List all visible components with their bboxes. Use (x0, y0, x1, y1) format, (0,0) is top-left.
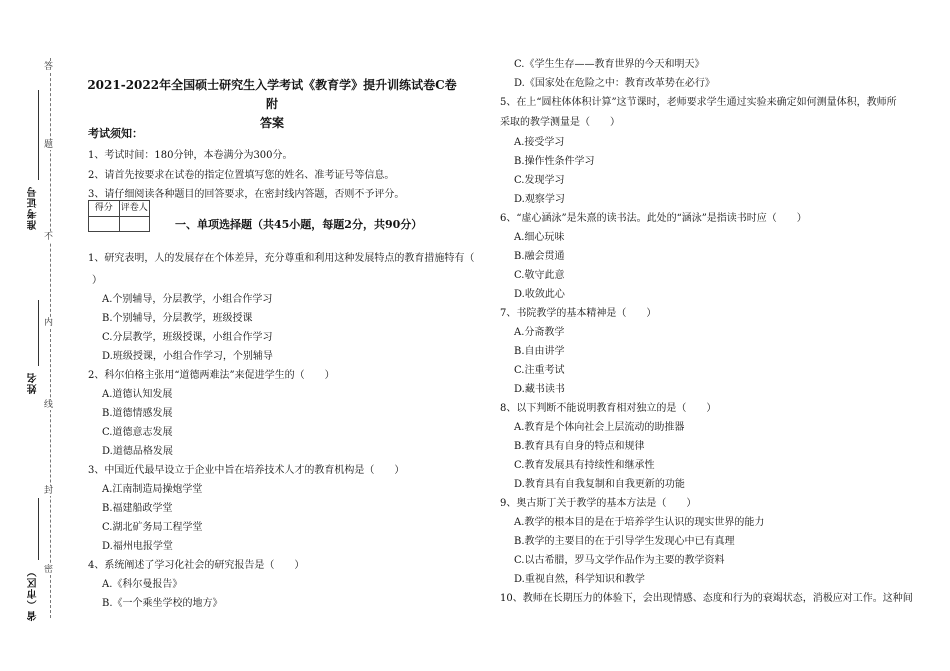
answer-option[interactable]: C.发现学习 (514, 175, 565, 186)
answer-option[interactable]: A.《科尔曼报告》 (102, 579, 183, 590)
question-stem: 7、书院教学的基本精神是（ ） (500, 308, 657, 319)
answer-option[interactable]: C.《学生生存——教育世界的今天和明天》 (514, 59, 705, 70)
answer-option[interactable]: A.教学的根本目的是在于培养学生认识的现实世界的能力 (514, 517, 765, 528)
notice-item: 2、请首先按要求在试卷的指定位置填写您的姓名、准考证号等信息。 (88, 170, 395, 181)
margin-mark: 答 (44, 62, 54, 72)
question-stem: 2、科尔伯格主张用“道德两难法”来促进学生的（ ） (88, 370, 335, 381)
question-stem: 1、研究表明，人的发展存在个体差异，充分尊重和利用这种发展特点的教育措施特有（ (88, 253, 475, 264)
answer-option[interactable]: D.道德品格发展 (102, 446, 173, 457)
answer-option[interactable]: D.重视自然，科学知识和教学 (514, 574, 645, 585)
answer-option[interactable]: B.《一个乘坐学校的地方》 (102, 598, 223, 609)
answer-option[interactable]: B.个别辅导，分层教学，班级授课 (102, 313, 253, 324)
margin-mark: 封 (44, 486, 54, 496)
margin-mark: 内 (44, 318, 54, 328)
province-line[interactable] (38, 498, 39, 560)
question-stem: 4、系统阐述了学习化社会的研究报告是（ ） (88, 560, 305, 571)
answer-option[interactable]: D.教育具有自我复制和自我更新的功能 (514, 479, 685, 490)
grader-label: 评卷人 (120, 203, 148, 213)
answer-option[interactable]: C.注重考试 (514, 365, 565, 376)
name-label: 姓名 (28, 372, 39, 394)
score-label: 得分 (89, 201, 120, 216)
answer-option[interactable]: C.道德意志发展 (102, 427, 173, 438)
score-box (88, 200, 150, 232)
margin-mark: 题 (44, 140, 54, 150)
answer-option[interactable]: C.湖北矿务局工程学堂 (102, 522, 203, 533)
question-stem: 8、以下判断不能说明教育相对独立的是（ ） (500, 403, 717, 414)
province-label: 省（市区） (28, 566, 39, 621)
question-stem: 10、教师在长期压力的体验下，会出现情感、态度和行为的衰竭状态，消极应对工作。这种间 (500, 593, 913, 604)
answer-option[interactable]: D.福州电报学堂 (102, 541, 173, 552)
answer-option[interactable]: C.以古希腊，罗马文学作品作为主要的教学资料 (514, 555, 725, 566)
answer-option[interactable]: B.道德情感发展 (102, 408, 173, 419)
notice-item: 1、考试时间：180分钟，本卷满分为300分。 (88, 150, 293, 161)
answer-option[interactable]: D.《国家处在危险之中：教育改革势在必行》 (514, 78, 715, 89)
margin-mark: 不 (44, 232, 54, 242)
answer-option[interactable]: A.接受学习 (514, 137, 565, 148)
answer-option[interactable]: A.细心玩味 (514, 232, 565, 243)
answer-option[interactable]: D.班级授课，小组合作学习，个别辅导 (102, 351, 273, 362)
question-stem: 3、中国近代最早设立于企业中旨在培养技术人才的教育机构是（ ） (88, 465, 405, 476)
exam-number-line[interactable] (38, 90, 39, 180)
exam-title-line2: 答案 (259, 116, 284, 130)
notice-item: 3、请仔细阅读各种题目的回答要求，在密封线内答题，否则不予评分。 (88, 189, 405, 200)
answer-option[interactable]: A.道德认知发展 (102, 389, 173, 400)
answer-option[interactable]: C.教育发展具有持续性和继承性 (514, 460, 655, 471)
name-line[interactable] (38, 300, 39, 366)
question-stem: 6、“虚心涵泳”是朱熹的读书法。此处的“涵泳”是指读书时应（ ） (500, 213, 807, 224)
question-stem: ） (92, 275, 102, 286)
exam-number-label: 准考证号 (28, 186, 39, 230)
answer-option[interactable]: B.融会贯通 (514, 251, 565, 262)
score-cell[interactable] (89, 217, 120, 232)
question-stem: 5、在上“圆柱体体积计算”这节课时，老师要求学生通过实验来确定如何测量体积，教师所 (500, 97, 897, 108)
exam-title-line1: 2021-2022年全国硕士研究生入学考试《教育学》提升训练试卷C卷 附 (87, 78, 457, 111)
answer-option[interactable]: B.教育具有自身的特点和规律 (514, 441, 645, 452)
question-stem: 9、奥古斯丁关于教学的基本方法是（ ） (500, 498, 697, 509)
answer-option[interactable]: A.教育是个体向社会上层流动的助推器 (514, 422, 685, 433)
answer-option[interactable]: B.自由讲学 (514, 346, 565, 357)
answer-option[interactable]: A.个别辅导，分层教学，小组合作学习 (102, 294, 273, 305)
answer-option[interactable]: D.收敛此心 (514, 289, 565, 300)
answer-option[interactable]: B.福建船政学堂 (102, 503, 173, 514)
answer-option[interactable]: D.观察学习 (514, 194, 565, 205)
answer-option[interactable]: B.操作性条件学习 (514, 156, 595, 167)
binding-margin (0, 0, 70, 671)
section-title: 一、单项选择题（共45小题，每题2分，共90分） (175, 218, 423, 231)
answer-option[interactable]: A.江南制造局操炮学堂 (102, 484, 203, 495)
answer-option[interactable]: C.敬守此意 (514, 270, 565, 281)
answer-option[interactable]: A.分斋教学 (514, 327, 565, 338)
answer-option[interactable]: B.教学的主要目的在于引导学生发现心中已有真理 (514, 536, 735, 547)
notice-heading: 考试须知： (88, 127, 143, 140)
answer-option[interactable]: D.藏书读书 (514, 384, 565, 395)
margin-mark: 线 (44, 400, 54, 410)
grader-cell[interactable] (120, 217, 150, 232)
margin-mark: 密 (44, 565, 54, 575)
question-stem: 采取的教学测量是（ ） (500, 117, 620, 128)
answer-option[interactable]: C.分层教学，班级授课，小组合作学习 (102, 332, 273, 343)
